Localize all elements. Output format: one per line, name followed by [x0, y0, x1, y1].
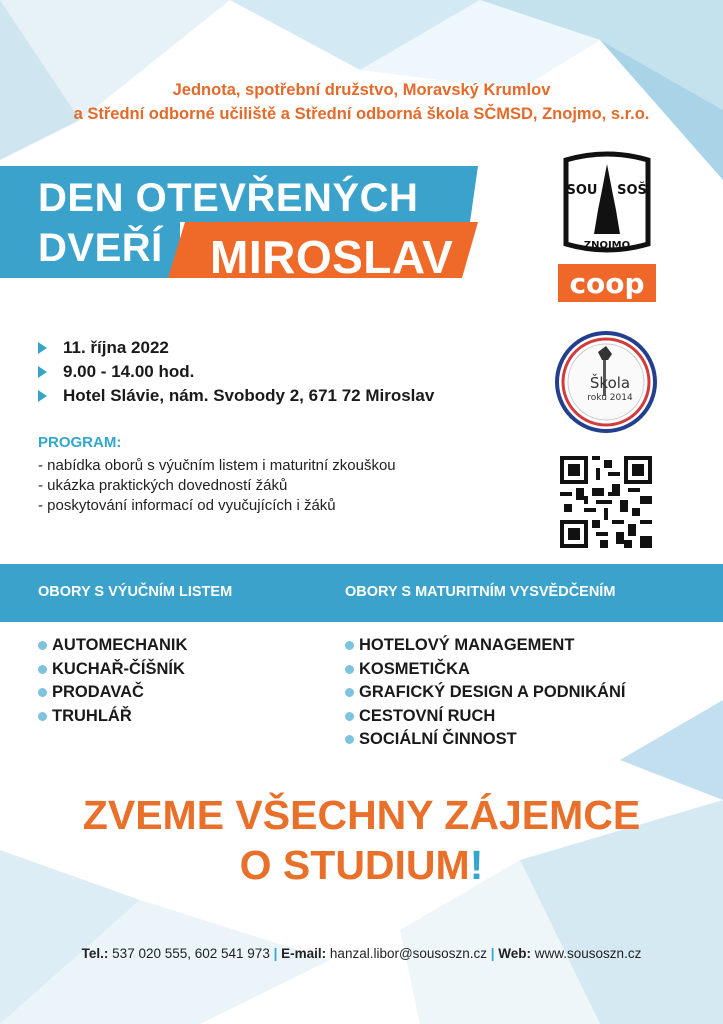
list-item: KOSMETIČKA: [345, 658, 625, 682]
bullet-dot-icon: [345, 688, 354, 697]
invitation-headline: [0, 790, 723, 890]
vyucni-heading: OBORY S VÝUČNÍM LISTEM: [38, 584, 233, 600]
bullet-dot-icon: [345, 712, 354, 721]
exclamation-mark: !: [469, 842, 484, 888]
list-item: HOTELOVÝ MANAGEMENT: [345, 634, 625, 658]
program-heading: PROGRAM:: [38, 434, 122, 451]
bullet-dot-icon: [38, 641, 47, 650]
title-line-2: DVEŘÍ: [38, 226, 163, 270]
event-info: [38, 336, 434, 408]
vyucni-list: [38, 634, 187, 728]
school-logo-city: ZNOJMO: [583, 240, 631, 251]
list-item: GRAFICKÝ DESIGN A PODNIKÁNÍ: [345, 681, 625, 705]
list-item: CESTOVNÍ RUCH: [345, 705, 625, 729]
organizer-line-2: a Střední odborné učiliště a Střední odborná škola SČMSD, Znojmo, s.r.o.: [73, 105, 650, 123]
list-item: AUTOMECHANIK: [38, 634, 187, 658]
program-list: [38, 456, 396, 516]
title-city: MIROSLAV: [210, 231, 454, 283]
maturitni-heading: OBORY S MATURITNÍM VYSVĚDČENÍM: [345, 584, 616, 600]
invitation-line-1: ZVEME VŠECHNY ZÁJEMCE: [82, 792, 641, 838]
event-venue-row: [38, 384, 434, 408]
event-venue: Hotel Slávie, nám. Svobody 2, 671 72 Miroslav: [63, 386, 435, 405]
program-item: - nabídka oborů s výučním listem i maturitní zkouškou: [38, 457, 396, 474]
contact-footer: [0, 946, 723, 961]
organizer-line-1: Jednota, spotřební družstvo, Moravský Krumlov: [172, 81, 551, 99]
qr-code[interactable]: [560, 456, 652, 548]
email-link[interactable]: hanzal.libor@sousoszn.cz: [329, 946, 487, 961]
bullet-dot-icon: [345, 665, 354, 674]
title-line-1: DEN OTEVŘENÝCH: [38, 176, 419, 220]
bullet-dot-icon: [345, 735, 354, 744]
event-date: 11. října 2022: [63, 338, 169, 357]
maturitni-list: [345, 634, 625, 752]
list-item: TRUHLÁŘ: [38, 705, 187, 729]
list-item: PRODAVAČ: [38, 681, 187, 705]
award-badge: [554, 330, 658, 434]
event-date-row: [38, 336, 434, 360]
bullet-dot-icon: [38, 712, 47, 721]
bullet-dot-icon: [345, 641, 354, 650]
event-time: 9.00 - 14.00 hod.: [63, 362, 195, 381]
program-item: - ukázka praktických dovedností žáků: [38, 477, 288, 494]
separator: |: [490, 946, 495, 961]
coop-logo: coop: [569, 267, 645, 300]
triangle-bullet-icon: [38, 390, 47, 402]
triangle-bullet-icon: [38, 342, 47, 354]
web-link[interactable]: www.sousoszn.cz: [534, 946, 642, 961]
event-time-row: [38, 360, 434, 384]
web-label: Web:: [498, 946, 532, 961]
invitation-line-2: O STUDIUM!: [239, 842, 484, 888]
bullet-dot-icon: [38, 665, 47, 674]
bullet-dot-icon: [38, 688, 47, 697]
triangle-bullet-icon: [38, 366, 47, 378]
email-label: E-mail:: [281, 946, 327, 961]
list-item: SOCIÁLNÍ ČINNOST: [345, 728, 625, 752]
phone-label: Tel.:: [81, 946, 109, 961]
separator: |: [273, 946, 278, 961]
organizer-header: [0, 78, 723, 126]
program-item: - poskytování informací od vyučujících i žáků: [38, 497, 336, 514]
list-item: KUCHAŘ-ČÍŠNÍK: [38, 658, 187, 682]
award-line-1: Škola: [589, 374, 631, 392]
school-logo: [558, 150, 656, 302]
school-logo-left: SOU: [566, 183, 598, 198]
phone-numbers[interactable]: 537 020 555, 602 541 973: [112, 946, 270, 961]
school-logo-right: SOŠ: [617, 183, 647, 198]
award-line-2: roku 2014: [587, 393, 633, 403]
